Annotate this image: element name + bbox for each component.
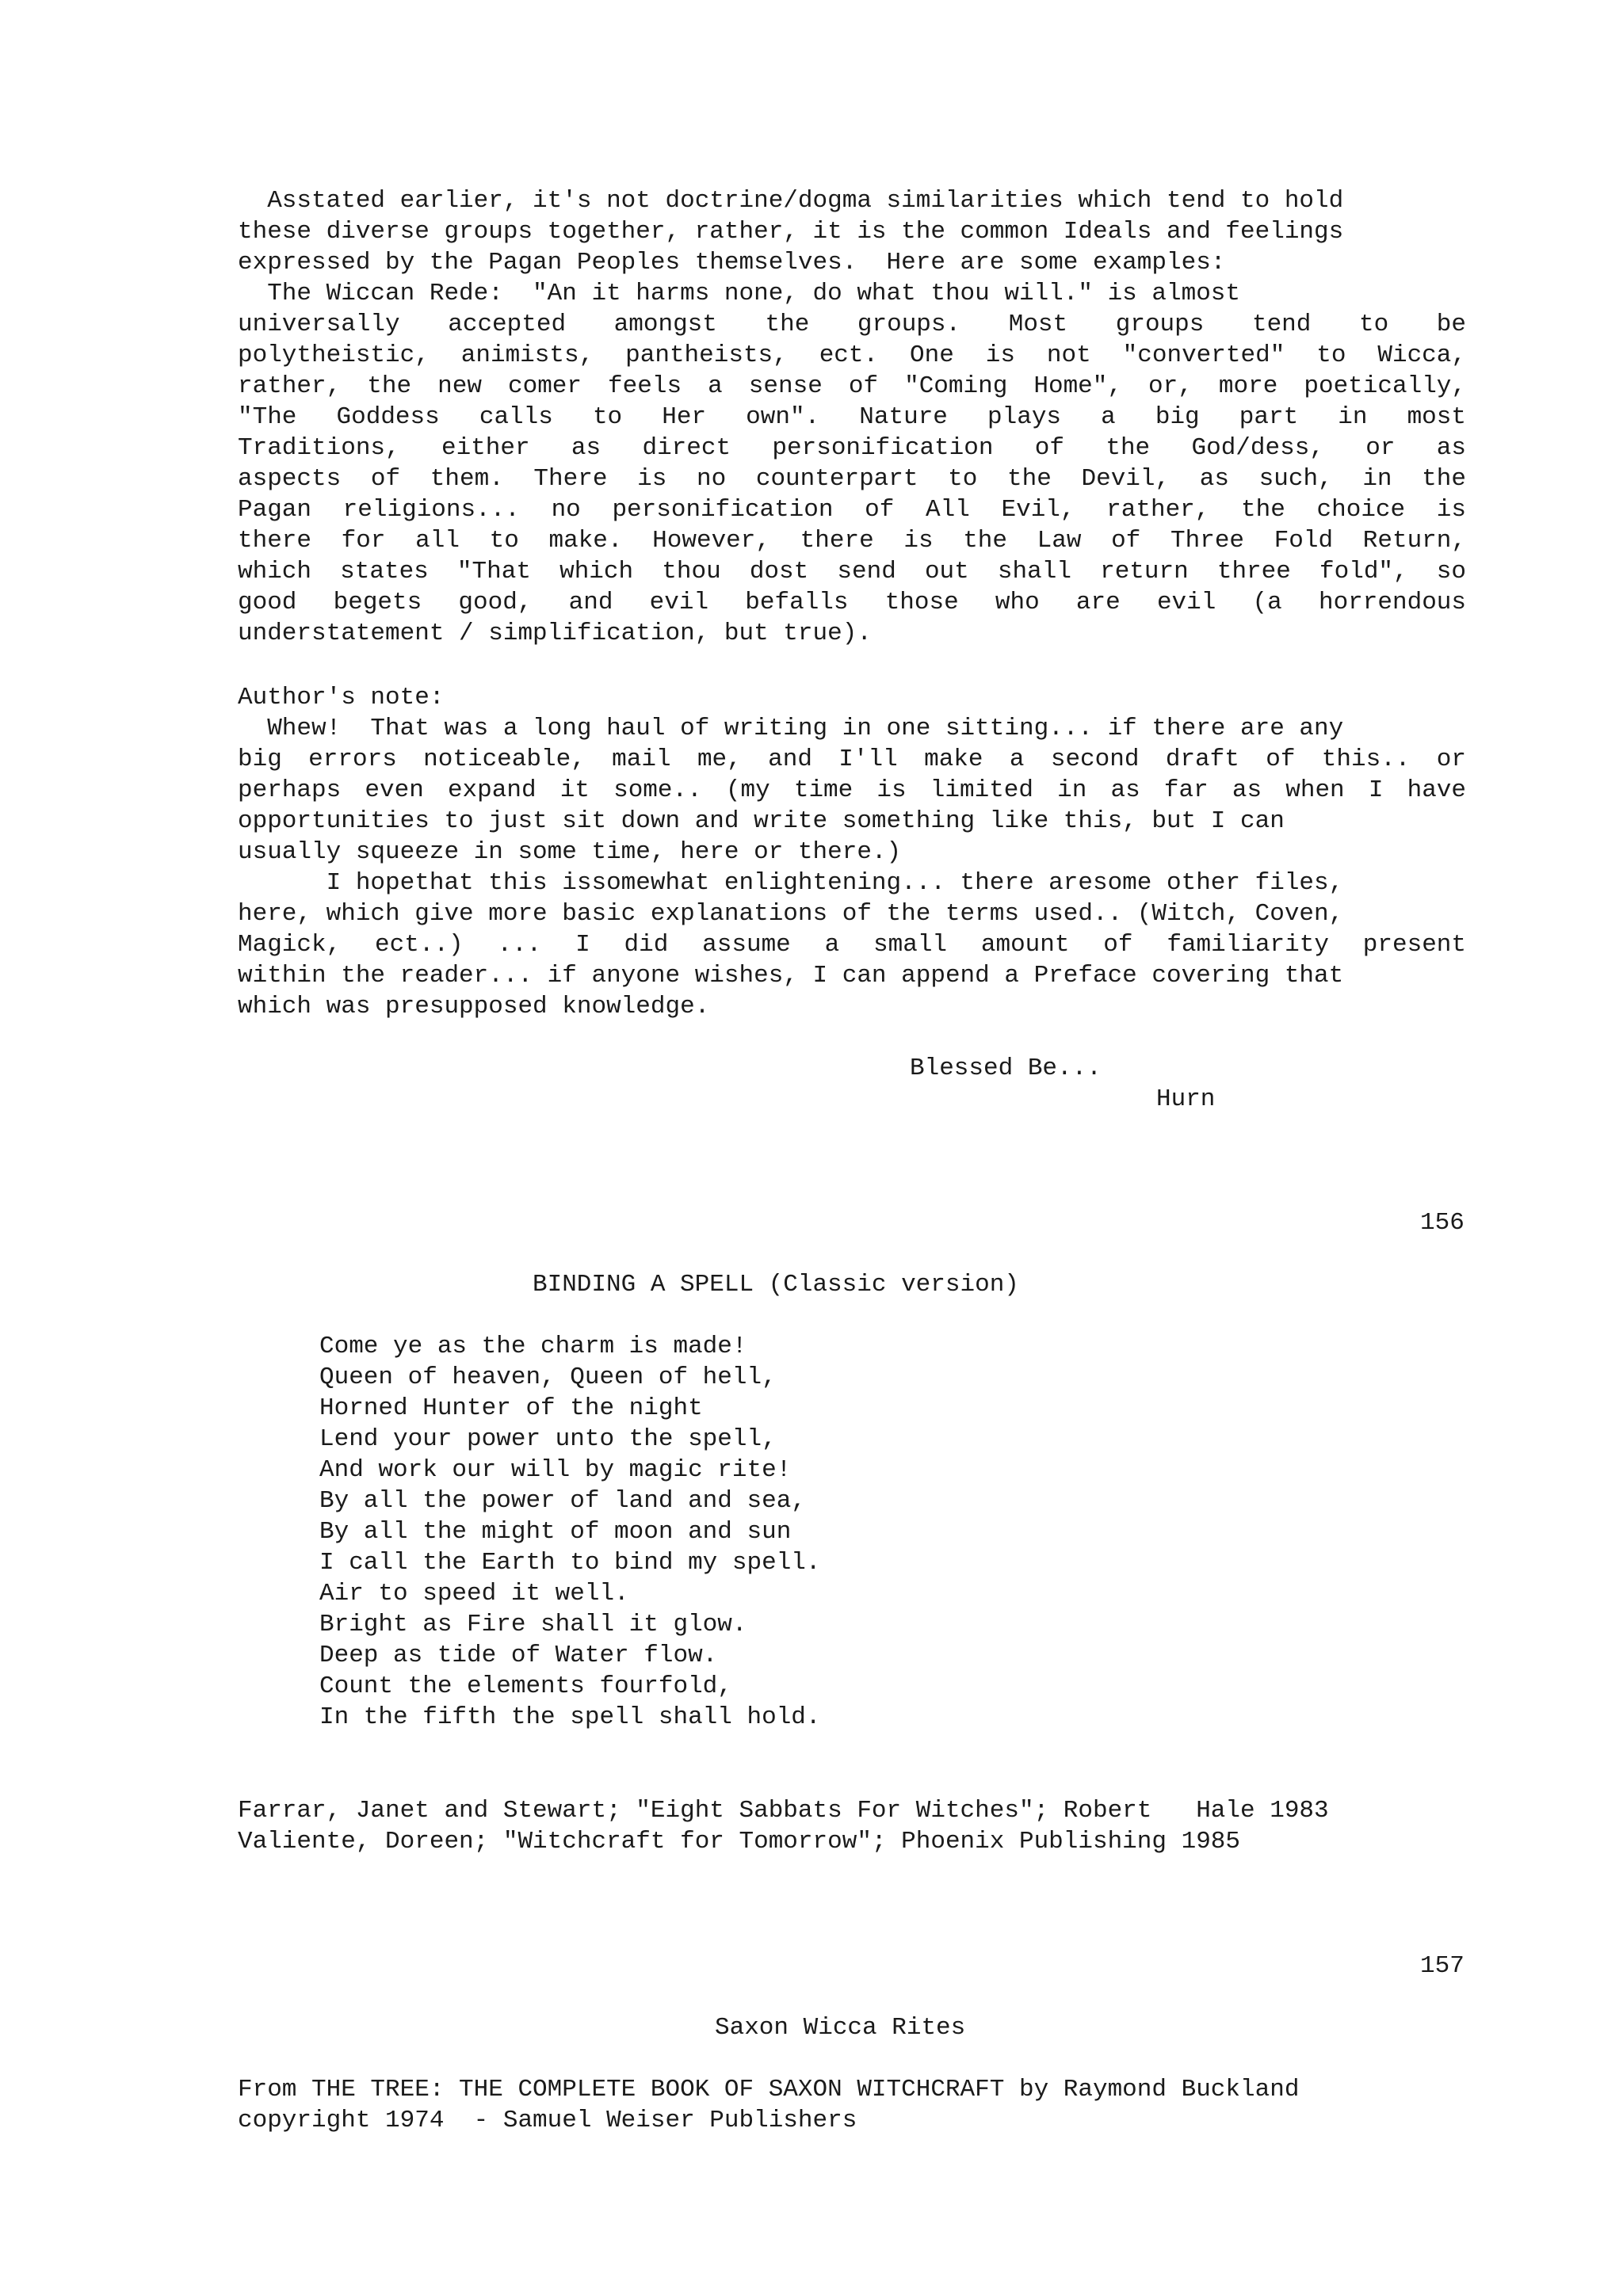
text-line: within the reader... if anyone wishes, I can append a Preface covering that <box>238 962 1344 990</box>
text-line: expressed by the Pagan Peoples themselves. Here are some examples: <box>238 249 1226 277</box>
verse-line: Deep as tide of Water flow. <box>319 1642 718 1669</box>
verse-line: Air to speed it well. <box>319 1580 629 1608</box>
verse-line: I call the Earth to bind my spell. <box>319 1549 821 1577</box>
text-line: "The Goddess calls to Her own". Nature plays a big part in most <box>238 403 1466 431</box>
author-note-heading: Author's note: <box>238 684 445 711</box>
verse-line: Come ye as the charm is made! <box>319 1333 747 1360</box>
verse-line: Queen of heaven, Queen of hell, <box>319 1363 777 1391</box>
page-number-156: 156 <box>1420 1209 1465 1237</box>
author-note-paragraph <box>238 713 1466 1022</box>
text-line: perhaps even expand it some.. (my time is limited in as far as when I have <box>238 776 1466 804</box>
section-title-saxon-wicca: Saxon Wicca Rites <box>715 2014 966 2042</box>
text-line: which was presupposed knowledge. <box>238 993 710 1020</box>
text-line: which states "That which thou dost send out shall return three fold", so <box>238 558 1466 585</box>
intro-paragraph <box>238 185 1466 649</box>
text-line: rather, the new comer feels a sense of "Coming Home", or, more poetically, <box>238 372 1466 400</box>
text-line: Pagan religions... no personification of All Evil, rather, the choice is <box>238 496 1466 524</box>
verse-line: By all the power of land and sea, <box>319 1487 806 1515</box>
verse-line: And work our will by magic rite! <box>319 1456 792 1484</box>
verse-line: In the fifth the spell shall hold. <box>319 1703 821 1731</box>
text-line: these diverse groups together, rather, it is the common Ideals and feelings <box>238 218 1344 246</box>
section-title-binding-spell: BINDING A SPELL (Classic version) <box>533 1271 1019 1299</box>
reference-line: Valiente, Doreen; "Witchcraft for Tomorrow"; Phoenix Publishing 1985 <box>238 1828 1241 1855</box>
text-line: Magick, ect..) ... I did assume a small amount of familiarity present <box>238 931 1466 959</box>
text-line: universally accepted amongst the groups. Most groups tend to be <box>238 311 1466 338</box>
text-line: big errors noticeable, mail me, and I'll make a second draft of this.. or <box>238 746 1466 773</box>
signature: Hurn <box>1156 1085 1216 1113</box>
text-line: aspects of them. There is no counterpart to the Devil, as such, in the <box>238 465 1466 493</box>
references <box>238 1795 1466 1857</box>
verse-line: Horned Hunter of the night <box>319 1394 703 1422</box>
text-line: understatement / simplification, but true). <box>238 620 872 647</box>
spell-verse <box>319 1331 1270 1733</box>
text-line: I hopethat this issomewhat enlightening... there aresome other files, <box>238 869 1344 897</box>
citation-line: copyright 1974 - Samuel Weiser Publishers <box>238 2107 857 2134</box>
citation-line: From THE TREE: THE COMPLETE BOOK OF SAXON WITCHCRAFT by Raymond Buckland <box>238 2076 1300 2103</box>
verse-line: Lend your power unto the spell, <box>319 1425 777 1453</box>
text-line: The Wiccan Rede: "An it harms none, do what thou will." is almost <box>238 280 1241 307</box>
signoff: Blessed Be... <box>910 1055 1102 1082</box>
text-line: Whew! That was a long haul of writing in one sitting... if there are any <box>238 715 1344 742</box>
verse-line: Bright as Fire shall it glow. <box>319 1611 747 1638</box>
reference-line: Farrar, Janet and Stewart; "Eight Sabbats For Witches"; Robert Hale 1983 <box>238 1797 1329 1825</box>
page-number-157: 157 <box>1420 1952 1465 1980</box>
text-line: there for all to make. However, there is the Law of Three Fold Return, <box>238 527 1466 555</box>
text-line: Asstated earlier, it's not doctrine/dogma similarities which tend to hold <box>238 187 1344 215</box>
source-citation <box>238 2074 1466 2136</box>
verse-line: By all the might of moon and sun <box>319 1518 792 1546</box>
verse-line: Count the elements fourfold, <box>319 1672 732 1700</box>
text-line: Traditions, either as direct personification of the God/dess, or as <box>238 434 1466 462</box>
text-line: here, which give more basic explanations of the terms used.. (Witch, Coven, <box>238 900 1344 928</box>
text-line: good begets good, and evil befalls those who are evil (a horrendous <box>238 589 1466 616</box>
text-line: opportunities to just sit down and write something like this, but I can <box>238 807 1285 835</box>
text-line: usually squeeze in some time, here or there.) <box>238 838 902 866</box>
text-line: polytheistic, animists, pantheists, ect. One is not "converted" to Wicca, <box>238 341 1466 369</box>
